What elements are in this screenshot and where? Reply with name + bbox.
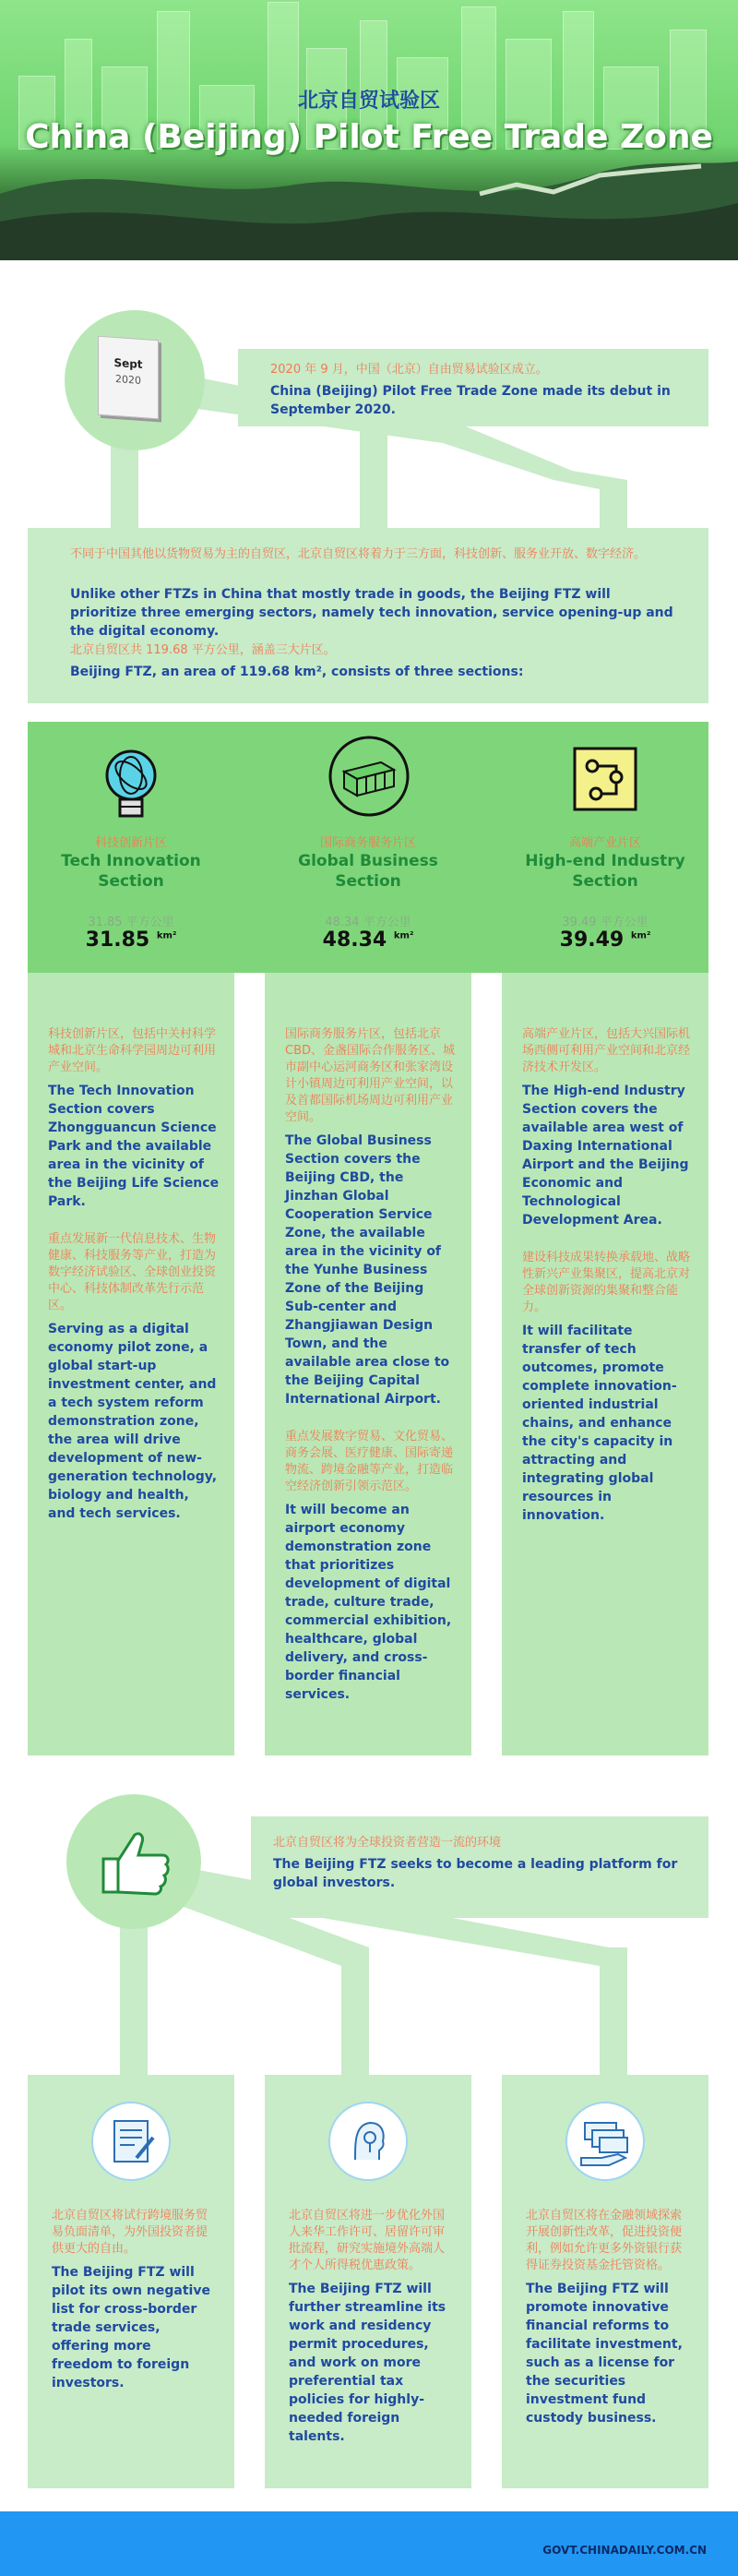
great-wall-hills	[0, 138, 738, 260]
thumbs-up-icon	[98, 1826, 172, 1899]
section-desc1-cn: 国际商务服务片区，包括北京 CBD、金盏国际合作服务区、城市副中心运河商务区和张家湾设计小镇周边可利用产业空间，以及首都国际机场周边可利用产业空间。	[285, 1027, 456, 1124]
investors-text-cn: 北京自贸区将为全球投资者营造一流的环境	[273, 1836, 502, 1850]
section-desc2-en: It will become an airport economy demonstration zone that prioritizes development of digital trade, culture trade, commercial exhibition, healthcare, global delivery, and cross-border financial services.	[285, 1503, 452, 1702]
section-area-value	[265, 929, 471, 952]
section-desc2-cn: 重点发展数字贸易、文化贸易、商务会展、医疗健康、国际寄递物流、跨境金融等产业，打造临空经济创新引领示范区。	[285, 1430, 454, 1493]
calendar-month: Sept	[113, 355, 143, 372]
overview-p1-cn: 不同于中国其他以货物贸易为主的自贸区，北京自贸区将着力于三方面，科技创新、服务业开放、数字经济。	[70, 547, 647, 561]
calendar-icon	[98, 336, 159, 420]
footer-url[interactable]: GOVT.CHINADAILY.COM.CN	[542, 2544, 707, 2557]
measure-cn: 北京自贸区将进一步优化外国人来华工作许可、居留许可审批流程，研究实施境外高端人才个人所得税优惠政策。	[289, 2209, 446, 2272]
lightbulb-icon	[101, 746, 161, 825]
section-name-en: High-end Industry Section	[525, 852, 685, 891]
overview-p2-cn: 北京自贸区共 119.68 平方公里，涵盖三大片区。	[70, 643, 336, 657]
section-desc1-en: The High-end Industry Section covers the available area west of Daxing International Airport and the Beijing Economic and Technological Development Area.	[522, 1084, 689, 1228]
section-desc2-en: It will facilitate transfer of tech outcomes, promote complete innovation-oriented industrial chains, and enhance the city's capacity in attracting and integrating global resources in innovation.	[522, 1324, 677, 1523]
section-desc2-en: Serving as a digital economy pilot zone, a global start-up investment center, and a tech system reform demonstration zone, the area will drive development of new-generation technology, biology and health, and tech services.	[48, 1322, 218, 1521]
measure-text-negative-list	[52, 2208, 214, 2392]
measure-cn: 北京自贸区将试行跨境服务贸易负面清单，为外国投资者提供更大的自由。	[52, 2209, 208, 2256]
section-area-cn: 31.85 平方公里	[88, 916, 174, 929]
measure-text-finance	[526, 2208, 688, 2427]
measure-en: The Beijing FTZ will pilot its own negative list for cross-border trade services, offering more freedom to foreign investors.	[52, 2265, 210, 2390]
circuit-chip-icon	[572, 746, 638, 812]
area-unit: km²	[156, 930, 177, 941]
area-unit: km²	[393, 930, 414, 941]
section-name-cn: 科技创新片区	[94, 836, 167, 850]
section-area-cn: 48.34 平方公里	[325, 916, 411, 929]
section-text-industry	[522, 1026, 694, 1545]
section-text-business	[285, 1026, 457, 1724]
section-column-business	[265, 722, 471, 1755]
calendar-year: 2020	[115, 373, 141, 387]
area-unit: km²	[630, 930, 651, 941]
section-column-tech	[28, 722, 234, 1755]
measure-text-permits	[289, 2208, 451, 2446]
debut-text-cn: 2020 年 9 月，中国（北京）自由贸易试验区成立。	[270, 363, 548, 377]
cargo-container-icon	[327, 735, 411, 818]
measure-en: The Beijing FTZ will further streamline its work and residency permit procedures, and work on more preferential tax policies for highly-needed foreign talents.	[289, 2282, 446, 2444]
overview-p1-en: Unlike other FTZs in China that mostly trade in goods, the Beijing FTZ will prioritize three emerging sectors, namely tech innovation, service opening-up and the digital economy.	[70, 587, 673, 639]
section-name-en: Global Business Section	[298, 852, 438, 891]
section-name-cn: 高端产业片区	[568, 836, 641, 850]
section-desc1-en: The Global Business Section covers the Beijing CBD, the Jinzhan Global Cooperation Service Zone, the available area in the vicinity of the Yunhe Business Zone of the Beijing Sub-center and Zhangjiawan Design Town, and the available area close to the Beijing Capital International Airport.	[285, 1133, 450, 1407]
measure-en: The Beijing FTZ will promote innovative financial reforms to facilitate investment, such as a license for the securities investment fund custody business.	[526, 2282, 683, 2426]
section-name-cn: 国际商务服务片区	[319, 836, 416, 850]
document-pen-icon	[90, 2101, 172, 2182]
section-desc1-cn: 高端产业片区，包括大兴国际机场西侧可利用产业空间和北京经济技术开发区。	[522, 1027, 691, 1074]
section-column-industry	[502, 722, 708, 1755]
debut-text-en: China (Beijing) Pilot Free Trade Zone made its debut in September 2020.	[270, 384, 671, 417]
person-profile-icon	[327, 2101, 409, 2182]
section-area-cn: 39.49 平方公里	[562, 916, 649, 929]
area-number: 31.85	[85, 929, 150, 952]
overview-p2-en: Beijing FTZ, an area of 119.68 km², consists of three sections:	[70, 665, 524, 679]
section-desc2-cn: 重点发展新一代信息技术、生物健康、科技服务等产业，打造为数字经济试验区、全球创业投资中心、科技体制改革先行示范区。	[48, 1232, 217, 1312]
section-area-value	[28, 929, 234, 952]
area-number: 39.49	[559, 929, 625, 952]
section-name-en: Tech Innovation Section	[61, 852, 201, 891]
title-chinese: 北京自贸试验区	[297, 90, 440, 113]
money-hand-icon	[565, 2101, 646, 2182]
investors-text-en: The Beijing FTZ seeks to become a leading platform for global investors.	[273, 1857, 678, 1890]
header-banner	[0, 0, 738, 260]
title-english: China (Beijing) Pilot Free Trade Zone	[25, 118, 713, 156]
section-area-value	[502, 929, 708, 952]
section-desc2-cn: 建设科技成果转换承载地、战略性新兴产业集聚区，提高北京对全球创新资源的集聚和整合能力。	[522, 1251, 691, 1314]
section-desc1-cn: 科技创新片区，包括中关村科学城和北京生命科学园周边可利用产业空间。	[48, 1027, 217, 1074]
section-desc1-en: The Tech Innovation Section covers Zhongguancun Science Park and the available area in the vicinity of the Beijing Life Science Park.	[48, 1084, 220, 1209]
area-number: 48.34	[322, 929, 387, 952]
measure-cn: 北京自贸区将在金融领域探索开展创新性改革，促进投资便利，例如允许更多外资银行获得证券投资基金托管资格。	[526, 2209, 683, 2272]
section-text-tech	[48, 1026, 220, 1543]
